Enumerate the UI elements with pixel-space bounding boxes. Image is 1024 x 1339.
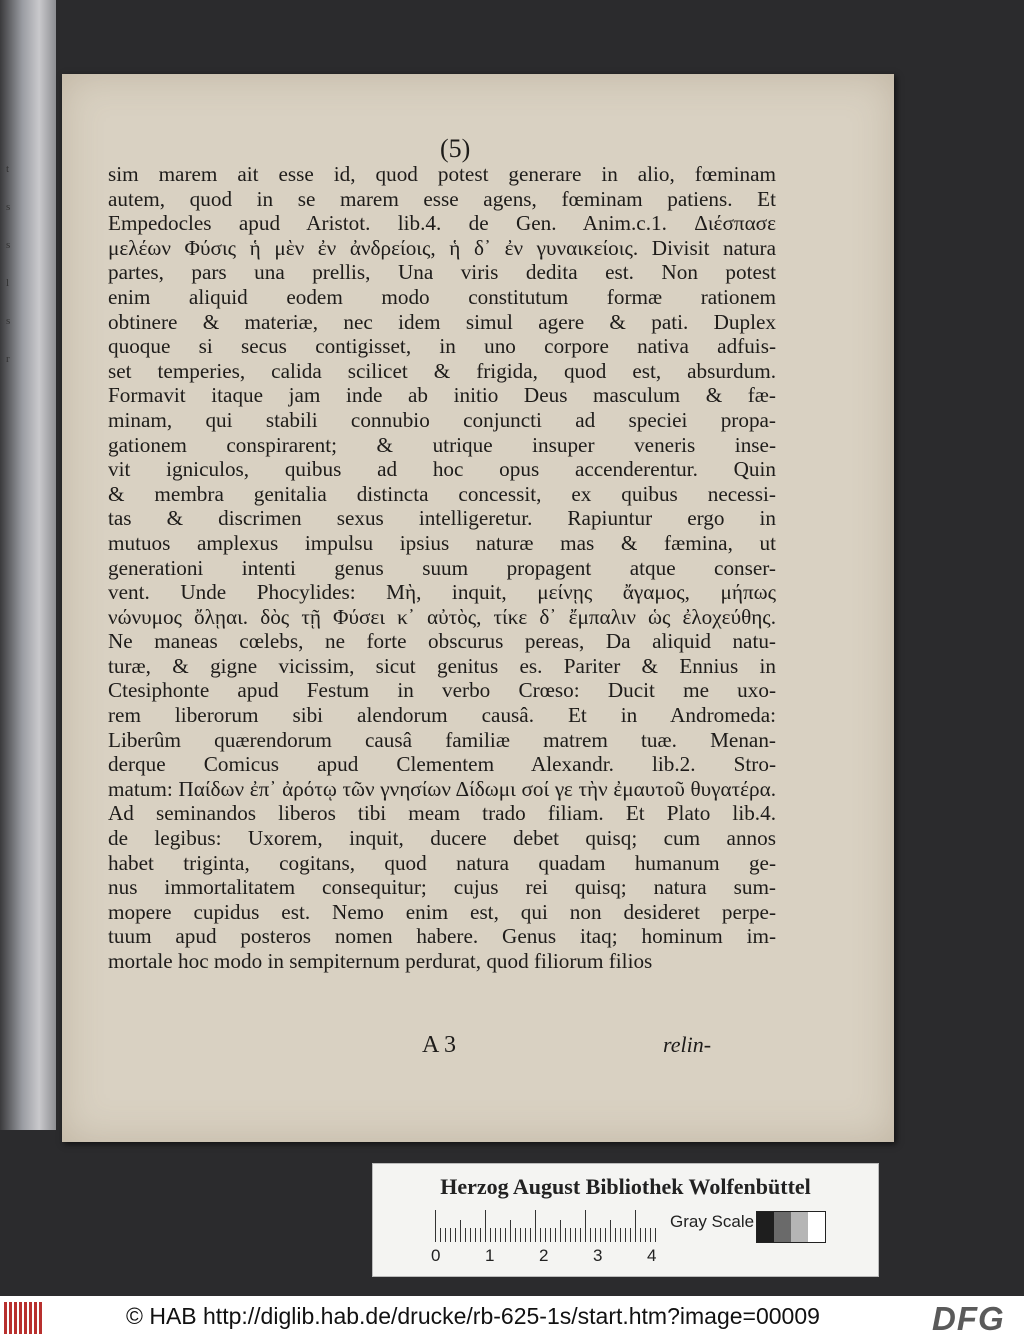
ruler-tick [595, 1228, 596, 1242]
ruler-tick [590, 1228, 591, 1242]
text-line: nus immortalitatem consequitur; cujus rei quisq; natura sum- [108, 875, 776, 900]
ruler-tick [570, 1228, 571, 1242]
text-line: Empedocles apud Aristot. lib.4. de Gen. Anim.c.1. Διέσπασε [108, 211, 776, 236]
ruler-tick [485, 1210, 486, 1242]
text-line: Ad seminandos liberos tibi meam trado filiam. Et Plato lib.4. [108, 801, 776, 826]
ruler-tick [440, 1228, 441, 1242]
ruler-tick [650, 1228, 651, 1242]
gray-scale-swatches [756, 1211, 826, 1243]
ruler-tick [620, 1228, 621, 1242]
ruler-tick [445, 1228, 446, 1242]
gray-swatch [808, 1212, 825, 1242]
text-line: de legibus: Uxorem, inquit, ducere debet quisq; cum annos [108, 826, 776, 851]
text-line: set temperies, calida scilicet & frigida, quod est, absurdum. [108, 358, 776, 383]
ruler-tick [640, 1228, 641, 1242]
ruler-tick [495, 1228, 496, 1242]
ruler-tick [475, 1228, 476, 1242]
text-line: Ctesiphonte apud Festum in verbo Crœso: Ducit me uxo- [108, 678, 776, 703]
text-line: mopere cupidus est. Nemo enim est, qui non desideret perpe- [108, 899, 776, 924]
hab-logo-icon [4, 1302, 44, 1334]
text-line: mutuos amplexus impulsu ipsius naturæ mas & fæmina, ut [108, 530, 776, 555]
text-line: & membra genitalia distincta concessit, ex quibus necessi- [108, 481, 776, 506]
adjacent-page-mark: s [6, 315, 11, 327]
adjacent-page-mark: s [6, 201, 11, 213]
text-line: μελέων Φύσις ἡ μὲν ἐν ἀνδρείοις, ἡ δ᾽ ἐν γυναικείοις. Divisit natura [108, 235, 776, 260]
ruler-number: 4 [647, 1246, 657, 1265]
adjacent-page-mark: s [6, 239, 11, 251]
ruler-tick [560, 1220, 561, 1242]
text-line: derque Comicus apud Clementem Alexandr. lib.2. Stro- [108, 752, 776, 777]
text-line: minam, qui stabili connubio conjuncti ad speciei propa- [108, 407, 776, 432]
library-name: Herzog August Bibliothek Wolfenbüttel [440, 1174, 811, 1199]
page-number: (5) [440, 134, 471, 163]
text-line: generationi intenti genus suum propagent atque conser- [108, 555, 776, 580]
text-line: habet triginta, cogitans, quod natura quadam humanum ge- [108, 850, 776, 875]
ruler-tick [550, 1228, 551, 1242]
ruler-number: 2 [539, 1246, 549, 1265]
text-line: sim marem ait esse id, quod potest generare in alio, fœminam [108, 162, 776, 186]
gray-swatch [774, 1212, 791, 1242]
text-line: νώνυμος ὄλῃαι. δὸς τῇ Φύσει κ᾽ αὐτὸς, τίκε δ᾽ ἔμπαλιν ὡς ἐλοχεύθης. [108, 604, 776, 629]
ruler-tick [515, 1228, 516, 1242]
ruler-tick [645, 1228, 646, 1242]
ruler-tick [470, 1228, 471, 1242]
footer-bar [0, 1296, 1024, 1339]
ruler-tick [520, 1228, 521, 1242]
adjacent-page-marks [6, 150, 18, 378]
dfg-logo: DFG [932, 1300, 1005, 1337]
text-line: rem liberorum sibi alendorum causâ. Et in Andromeda: [108, 703, 776, 728]
ruler-number: 3 [593, 1246, 603, 1265]
text-line: tuum apud posteros nomen habere. Genus itaq; hominum im- [108, 924, 776, 949]
text-line: quoque si secus contigisset, in uno corpore nativa adfuis- [108, 334, 776, 359]
adjacent-page-edge [0, 0, 56, 1130]
ruler-tick [630, 1228, 631, 1242]
text-line: vent. Unde Phocylides: Μὴ, inquit, μείνῃς ἄγαμος, μήπως [108, 580, 776, 605]
ruler-tick [465, 1228, 466, 1242]
text-line: Liberûm quærendorum causâ familiæ matrem tuæ. Menan- [108, 727, 776, 752]
text-line: vit igniculos, quibus ad hoc opus accenderentur. Quin [108, 457, 776, 482]
measurement-ruler [435, 1210, 657, 1242]
text-line: enim aliquid eodem modo constitutum formæ rationem [108, 284, 776, 309]
page-body-text [108, 162, 776, 974]
ruler-tick [455, 1228, 456, 1242]
text-line: turæ, & gigne vicissim, sicut genitus es. Pariter & Ennius in [108, 653, 776, 678]
ruler-tick [530, 1228, 531, 1242]
gray-scale-label: Gray Scale [670, 1212, 755, 1231]
ruler-tick [655, 1228, 656, 1242]
ruler-tick [565, 1228, 566, 1242]
text-line: Formavit itaque jam inde ab initio Deus masculum & fæ- [108, 383, 776, 408]
text-line: obtinere & materiæ, nec idem simul agere & pati. Duplex [108, 309, 776, 334]
ruler-number: 0 [431, 1246, 441, 1265]
ruler-tick [435, 1210, 436, 1242]
adjacent-page-mark: t [6, 163, 10, 175]
text-line: gationem conspirarent; & utrique insuper veneris inse- [108, 432, 776, 457]
ruler-tick [525, 1228, 526, 1242]
ruler-tick [480, 1228, 481, 1242]
ruler-tick [500, 1228, 501, 1242]
ruler-tick [535, 1210, 536, 1242]
color-scale-card [372, 1163, 879, 1277]
ruler-tick [610, 1220, 611, 1242]
ruler-tick [490, 1228, 491, 1242]
text-line: tas & discrimen sexus intelligeretur. Rapiuntur ergo in [108, 506, 776, 531]
text-line: matum: Παίδων ἐπ᾽ ἀρότῳ τῶν γνησίων Δίδωμι σοί γε τὴν ἐμαυτοῦ θυγατέρα. [108, 776, 776, 801]
ruler-tick [600, 1228, 601, 1242]
text-line: mortale hoc modo in sempiternum perdurat, quod filiorum filios [108, 949, 653, 973]
adjacent-page-mark: l [6, 277, 10, 289]
ruler-tick [510, 1220, 511, 1242]
ruler-tick [585, 1210, 586, 1242]
ruler-tick [555, 1228, 556, 1242]
ruler-tick [505, 1228, 506, 1242]
copyright-link[interactable]: © HAB http://diglib.hab.de/drucke/rb-625-1s/start.htm?image=00009 [126, 1303, 820, 1329]
ruler-number: 1 [485, 1246, 495, 1265]
text-line: autem, quod in se marem esse agens, fœminam patiens. Et [108, 186, 776, 211]
signature-mark: A 3 [422, 1032, 457, 1058]
ruler-tick [635, 1210, 636, 1242]
text-line: Ne maneas cœlebs, ne forte obscurus pereas, Da aliquid natu- [108, 629, 776, 654]
ruler-tick [460, 1220, 461, 1242]
ruler-tick [450, 1228, 451, 1242]
gray-swatch [757, 1212, 774, 1242]
catchword: relin- [663, 1032, 712, 1057]
ruler-tick [625, 1228, 626, 1242]
scanned-page [62, 74, 894, 1142]
ruler-tick [615, 1228, 616, 1242]
gray-swatch [791, 1212, 808, 1242]
adjacent-page-mark: r [6, 353, 10, 365]
ruler-tick [545, 1228, 546, 1242]
ruler-tick [540, 1228, 541, 1242]
text-line: partes, pars una prellis, Una viris dedita est. Non potest [108, 260, 776, 285]
ruler-tick [605, 1228, 606, 1242]
ruler-tick [580, 1228, 581, 1242]
ruler-tick [575, 1228, 576, 1242]
